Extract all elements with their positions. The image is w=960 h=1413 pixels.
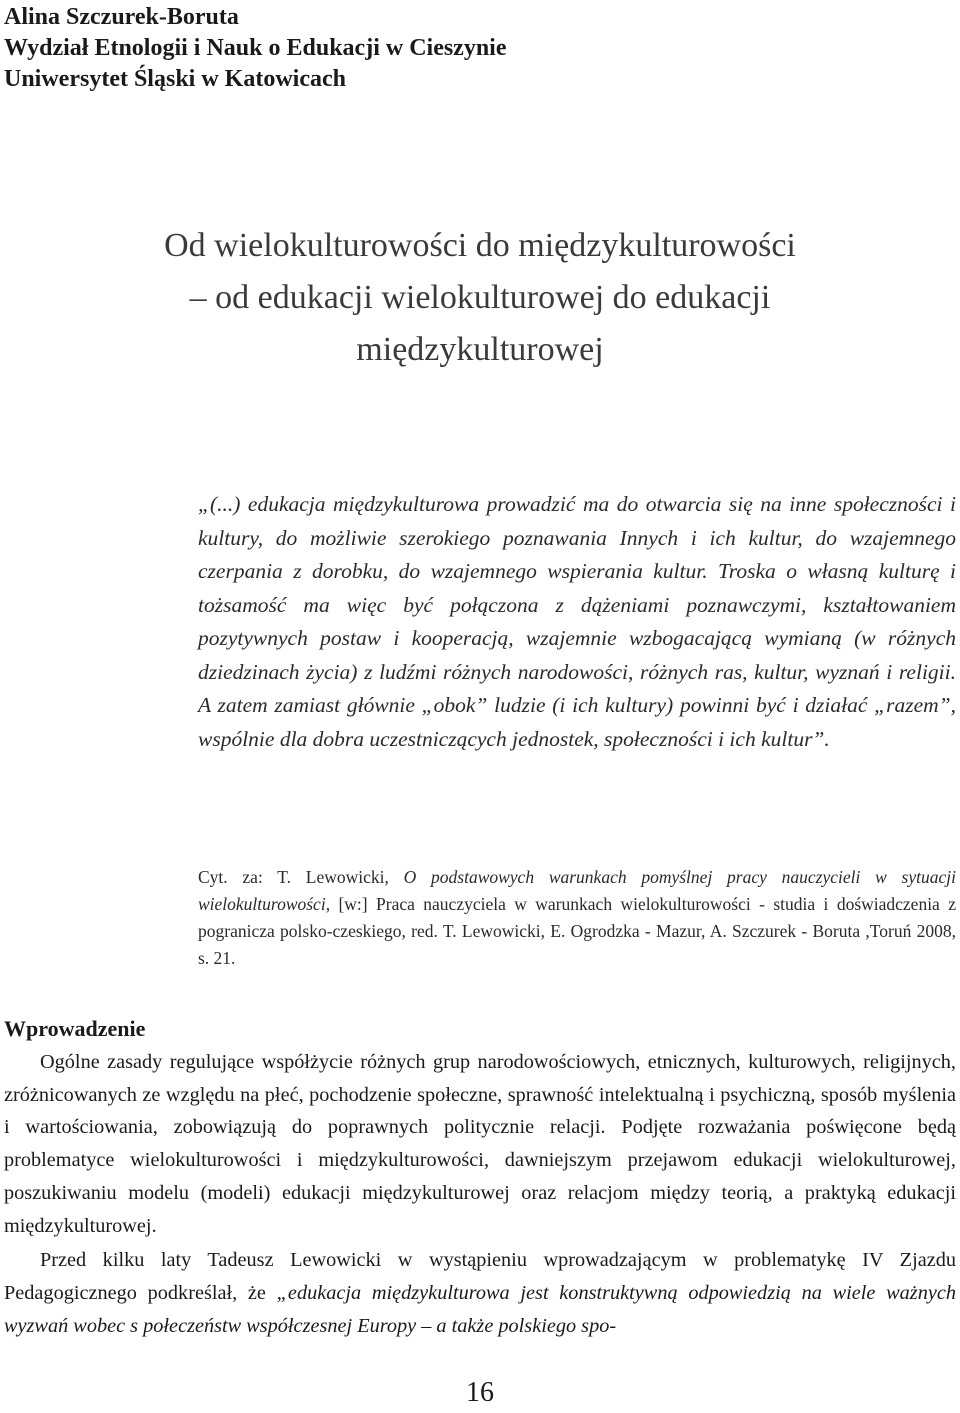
- paragraph-2-text: Przed kilku laty Tadeusz Lewowicki w wystąpieniu wprowadzającym w problematykę IV Zjazdu Pedagogicznego podkreślał, że: [4, 1249, 956, 1304]
- article-title-line-3: międzykulturowej: [356, 331, 604, 368]
- author-name: Alina Szczurek-Boruta: [4, 4, 239, 30]
- citation-prefix: Cyt. za: T. Lewowicki,: [198, 867, 404, 887]
- citation-work-title: O podstawowych warunkach pomyślnej pracy nauczycieli w sytuacji wielokulturowości: [198, 867, 956, 914]
- author-header: [4, 2, 507, 95]
- author-university: Uniwersytet Śląski w Katowicach: [4, 66, 346, 92]
- epigraph-citation: [198, 864, 956, 972]
- article-title-line-2: – od edukacji wielokulturowej do edukacji: [189, 279, 771, 316]
- article-title: [0, 220, 960, 376]
- article-title-line-1: Od wielokulturowości do międzykulturowości: [164, 227, 796, 264]
- epigraph-quote: „(...) edukacja międzykulturowa prowadzić ma do otwarcia się na inne społeczności i kultury, do możliwie szerokiego poznawania Innych i ich kultur, do wzajemnego czerpania z dorobku, do wzajemnego wspierania kultur. Troska o własną kulturę i tożsamość ma więc być połączona z dążeniami poznawczymi, kształtowaniem pozytywnych postaw i kooperacją, wzajemnie wzbogacającą wymianą (w różnych dziedzinach życia) z ludźmi różnych narodowości, różnych ras, kultur, wyznań i religii. A zatem zamiast głównie „obok” ludzie (i ich kultury) powinni być i działać „razem”, wspólnie dla dobra uczestniczących jednostek, społeczności i ich kultur”.: [198, 492, 956, 751]
- paragraph-2: [4, 1244, 956, 1342]
- paragraph-1: Ogólne zasady regulujące współżycie różnych grup narodowościowych, etnicznych, kulturowych, religijnych, zróżnicowanych ze względu na płeć, pochodzenie społeczne, sprawność intelektualną i psychiczną, sposób myślenia i wartościowania, zobowiązują do poprawnych politycznie relacji. Podjęte rozważania poświęcone będą problematyce wielokulturowości i międzykulturowości, dawniejszym przejawom edukacji wielokulturowej, poszukiwaniu modelu (modeli) edukacji międzykulturowej oraz relacjom między teorią, a praktyką edukacji międzykulturowej.: [4, 1051, 956, 1237]
- paragraph-2-quote: „edukacja międzykulturowa jest konstruktywną odpowiedzią na wiele ważnych wyzwań wobec s połeczeństw współczesnej Europy – a także polskiego spo-: [4, 1281, 956, 1337]
- introduction-section: [4, 1014, 956, 1342]
- page-number: 16: [466, 1377, 494, 1408]
- citation-details: , [w:] Praca nauczyciela w warunkach wielokulturowości - studia i doświadczenia z pogranicza polsko-czeskiego, red. T. Lewowicki, E. Ogrodzka - Mazur, A. Szczurek - Boruta ,Toruń 2008, s. 21.: [198, 894, 956, 968]
- author-faculty: Wydział Etnologii i Nauk o Edukacji w Cieszynie: [4, 35, 507, 61]
- section-heading: Wprowadzenie: [4, 1016, 146, 1041]
